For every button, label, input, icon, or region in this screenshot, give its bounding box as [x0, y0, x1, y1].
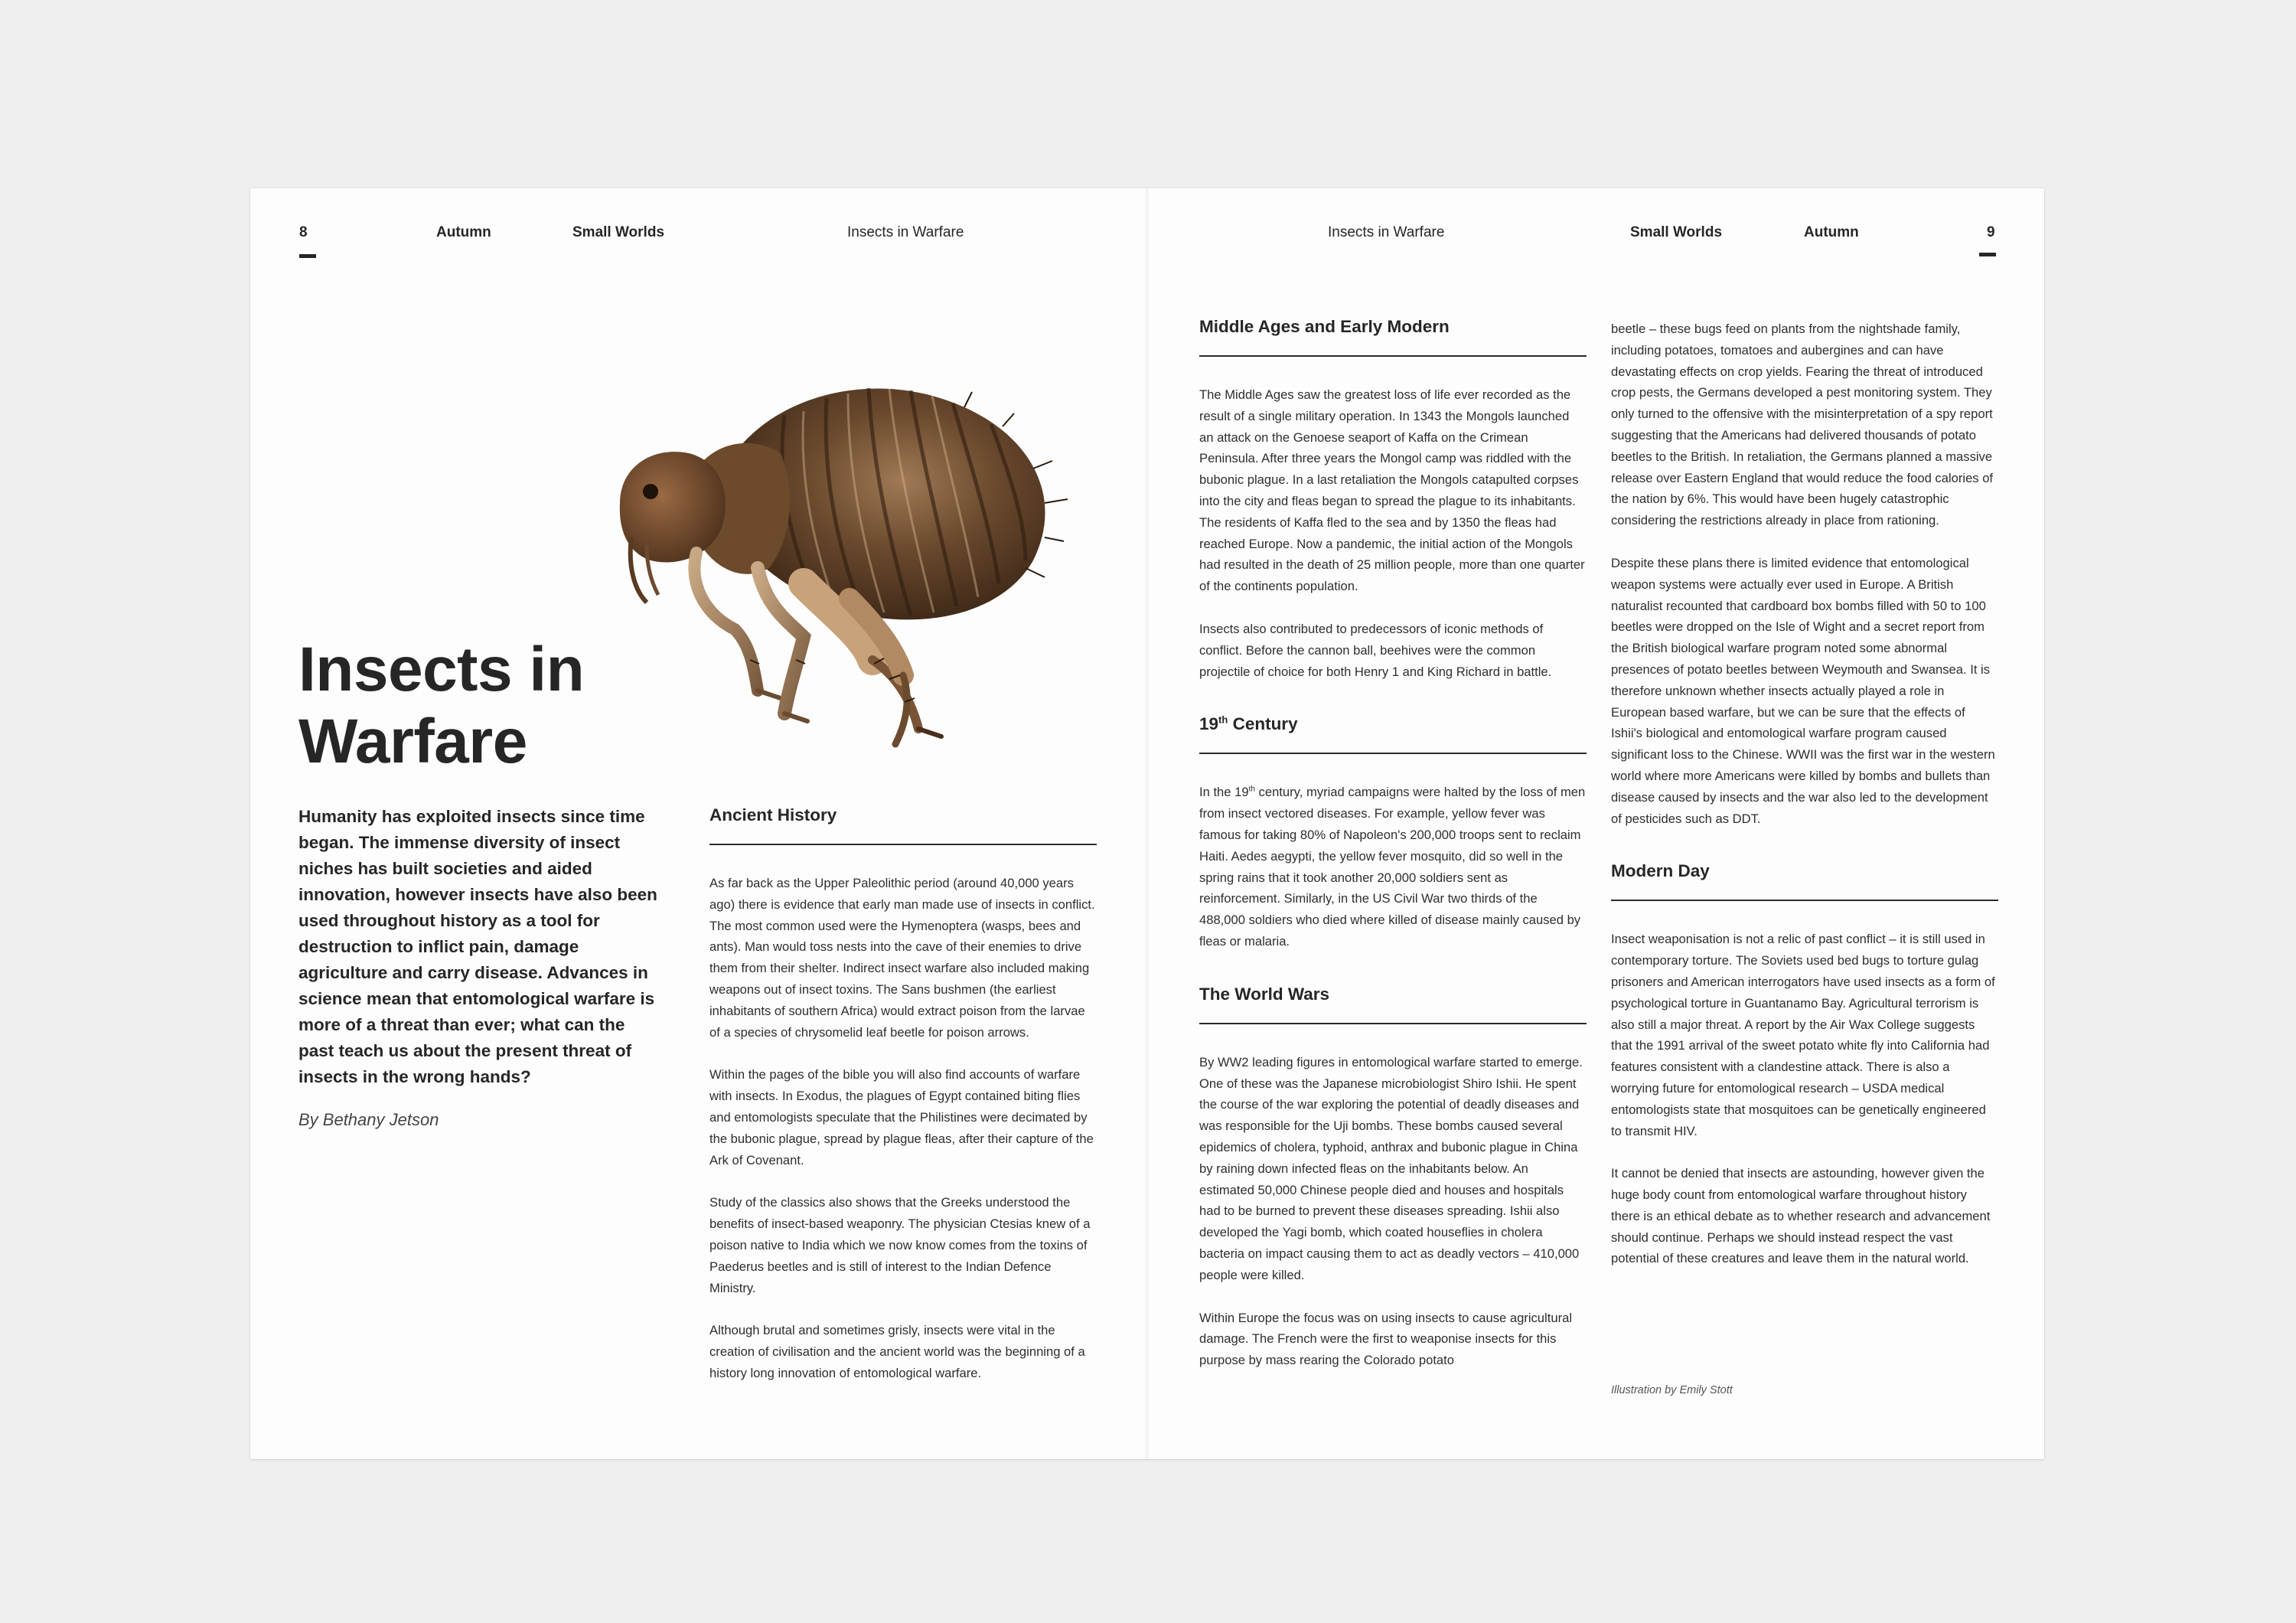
world-wars-paragraph-2: Within Europe the focus was on using insects to cause agricultural damage. The French were the first to weaponise insects for this purpose by mass rearing the Colorado potato: [1199, 1310, 1573, 1368]
ancient-history-paragraph-1: As far back as the Upper Paleolithic period (around 40,000 years ago) there is evidence that early man made use of insects in conflict. The most common used were the Hymenoptera (wasps, bees and ants). Man would toss nests into the cave of their enemies to drive them from their shelter. Indirect insect warfare also included making weapons out of insect toxins. The Sans bushmen (the earliest inhabitants of southern Africa) would extract poison from the larvae of a species of chrysomelid leaf beetle for poison arrows.: [709, 876, 1095, 1040]
middle-ages-paragraph-1: The Middle Ages saw the greatest loss of life ever recorded as the result of a single military operation. In 1343 the Mongols launched an attack on the Genoese seaport of Kaffa on the Crimean Peninsula. After three years the Mongol camp was riddled with the bubonic plague. In a last retaliation the Mongols catapulted corpses into the city and fleas began to spread the plague to its inhabitants. The residents of Kaffa fled to the sea and by 1350 the fleas had reached Europe. Now a pandemic, the initial action of the Mongols had resulted in the death of 25 million people, more than one quarter of the continents population.: [1199, 387, 1585, 594]
right-column-a: [1199, 315, 1587, 1393]
article-byline: By Bethany Jetson: [298, 1110, 439, 1129]
section-rule: [1199, 355, 1587, 357]
left-header-season: Autumn: [436, 224, 491, 240]
right-header-magazine: Small Worlds: [1630, 224, 1723, 240]
left-header-magazine: Small Worlds: [572, 224, 665, 240]
section-rule: [1611, 900, 1998, 901]
modern-day-paragraph-1: Insect weaponisation is not a relic of past conflict – it is still used in contemporary torture. The Soviets used bed bugs to torture gulag prisoners and American interrogators have used insects as a form of psychological torture in Guantanamo Bay. Agricultural terrorism is also still a major threat. A report by the Air Wax College suggests that the 1991 arrival of the sweet potato white fly into California had features consistent with a clandestine attack. There is also a worrying future for entomological research – USDA medical entomologists state that mosquitoes can be genetically engineered to transmit HIV.: [1611, 932, 1995, 1138]
ancient-history-paragraph-3: Study of the classics also shows that the Greeks understood the benefits of insect-based weaponry. The physician Ctesias knew of a poison native to India which we now know comes from the toxins of Paederus beetles and is still of interest to the Indian Defence Ministry.: [709, 1195, 1091, 1295]
right-header-season: Autumn: [1804, 224, 1859, 240]
right-column-b: [1611, 318, 1998, 1291]
19th-century-heading-rest: Century: [1228, 714, 1298, 734]
article-title-line2: Warfare: [298, 707, 527, 776]
19th-century-paragraph-sup: th: [1248, 785, 1255, 794]
article-title: [298, 634, 681, 778]
19th-century-heading-sup: th: [1218, 714, 1228, 726]
19th-century-paragraph: [1199, 782, 1587, 952]
continued-paragraph-2: Despite these plans there is limited evidence that entomological weapon systems were actually ever used in Europe. A British naturalist recounted that cardboard box bombs filled with 50 to 100 beetles were dropped on the Isle of Wight and a secret report from the British biological warfare program noted some abnormal presences of potato beetles between Weymouth and Swansea. It is therefore unknown whether insects actually played a role in European based warfare, but we can be sure that the effects of Ishii's biological and entomological warfare program caused significant loss to the Chinese. WWII was the first war in the western world where more Americans were killed by bombs and bullets than disease caused by insects and the war also led to the development of pesticides such as DDT.: [1611, 555, 1995, 826]
article-title-line1: Insects in: [298, 635, 585, 704]
right-page-number: 9: [1987, 224, 1995, 240]
right-header-article: Insects in Warfare: [1328, 224, 1445, 240]
section-rule: [709, 844, 1097, 845]
19th-century-heading: [1199, 713, 1587, 736]
ancient-history-heading: Ancient History: [709, 805, 837, 825]
illustration-credit: Illustration by Emily Stott: [1611, 1384, 1733, 1396]
modern-day-paragraph-2: It cannot be denied that insects are astounding, however given the huge body count from entomological warfare throughout history there is an ethical debate as to whether research and advancement should continue. Perhaps we should instead respect the vast potential of these creatures and leave them in the natural world.: [1611, 1166, 1991, 1266]
19th-century-paragraph-rest: century, myriad campaigns were halted by the loss of men from insect vectored diseases. For example, yellow fever was famous for taking 80% of Napoleon's 200,000 troops sent to reclaim Haiti. Aedes aegypti, the yellow fever mosquito, did so well in the spring rains that it took another 20,000 soldiers sent as reinforcement. Similarly, in the US Civil War two thirds of the 488,000 soldiers who died where killed of disease mainly caused by fleas or malaria.: [1199, 785, 1586, 949]
magazine-spread: [250, 188, 2044, 1459]
19th-century-heading-number: 19: [1199, 714, 1219, 734]
middle-ages-paragraph-2: Insects also contributed to predecessors of iconic methods of conflict. Before the cannon ball, beehives were the common projectile of choice for both Henry 1 and King Richard in battle.: [1199, 621, 1552, 679]
continued-paragraph-1: beetle – these bugs feed on plants from the nightshade family, including potatoes, tomatoes and aubergines and can have devastating effects on crop yields. Fearing the threat of introduced crop pests, the Germans developed a pest monitoring system. They only turned to the offensive with the misinterpretation of a spy report suggesting that the Americans had delivered thousands of potato beetles to the British. In retaliation, the Germans planned a massive release over Eastern England that would reduce the food calories of the nation by 6%. This would have been hugely catastrophic considering the restrictions already in place from rationing.: [1611, 322, 1994, 528]
ancient-history-section: [709, 804, 1097, 1406]
left-page-number: 8: [299, 224, 308, 240]
page-gutter: [1146, 188, 1149, 1459]
middle-ages-heading: Middle Ages and Early Modern: [1199, 317, 1450, 336]
left-header-article: Insects in Warfare: [847, 224, 964, 240]
19th-century-paragraph-start: In the 19: [1199, 785, 1249, 800]
section-rule: [1199, 1023, 1587, 1024]
ancient-history-paragraph-2: Within the pages of the bible you will also find accounts of warfare with insects. In Exodus, the plagues of Egypt contained biting flies and entomologists speculate that the Philistines were decimated by the bubonic plague, spread by plague fleas, after their capture of the Ark of Covenant.: [709, 1067, 1094, 1167]
right-page-marker: [1979, 253, 1996, 256]
world-wars-paragraph-1: By WW2 leading figures in entomological warfare started to emerge. One of these was the Japanese microbiologist Shiro Ishii. He spent the course of the war exploring the potential of deadly diseases and was responsible for the Uji bombs. These bombs caused several epidemics of cholera, typhoid, anthrax and bubonic plague in China by raining down infected fleas on the inhabitants below. An estimated 50,000 Chinese people died and houses and hospitals had to be burned to prevent these diseases spreading. Ishii also developed the Yagi bomb, which coated houseflies in cholera bacteria on impact causing them to act as deadly vectors – 410,000 people were killed.: [1199, 1054, 1583, 1282]
section-rule: [1199, 753, 1587, 754]
world-wars-heading: The World Wars: [1199, 984, 1330, 1004]
modern-day-heading: Modern Day: [1611, 861, 1710, 881]
article-lede: Humanity has exploited insects since time began. The immense diversity of insect niches has built societies and aided innovation, however insects have also been used throughout history as a tool for destruction to inflict pain, damage agriculture and carry disease. Advances in science mean that entomological warfare is more of a threat than ever; what can the past teach us about the present threat of insects in the wrong hands?: [298, 807, 657, 1086]
left-page-marker: [299, 254, 316, 258]
ancient-history-paragraph-4: Although brutal and sometimes grisly, insects were vital in the creation of civilisation and the ancient world was the beginning of a history long innovation of entomological warfare.: [709, 1323, 1085, 1380]
